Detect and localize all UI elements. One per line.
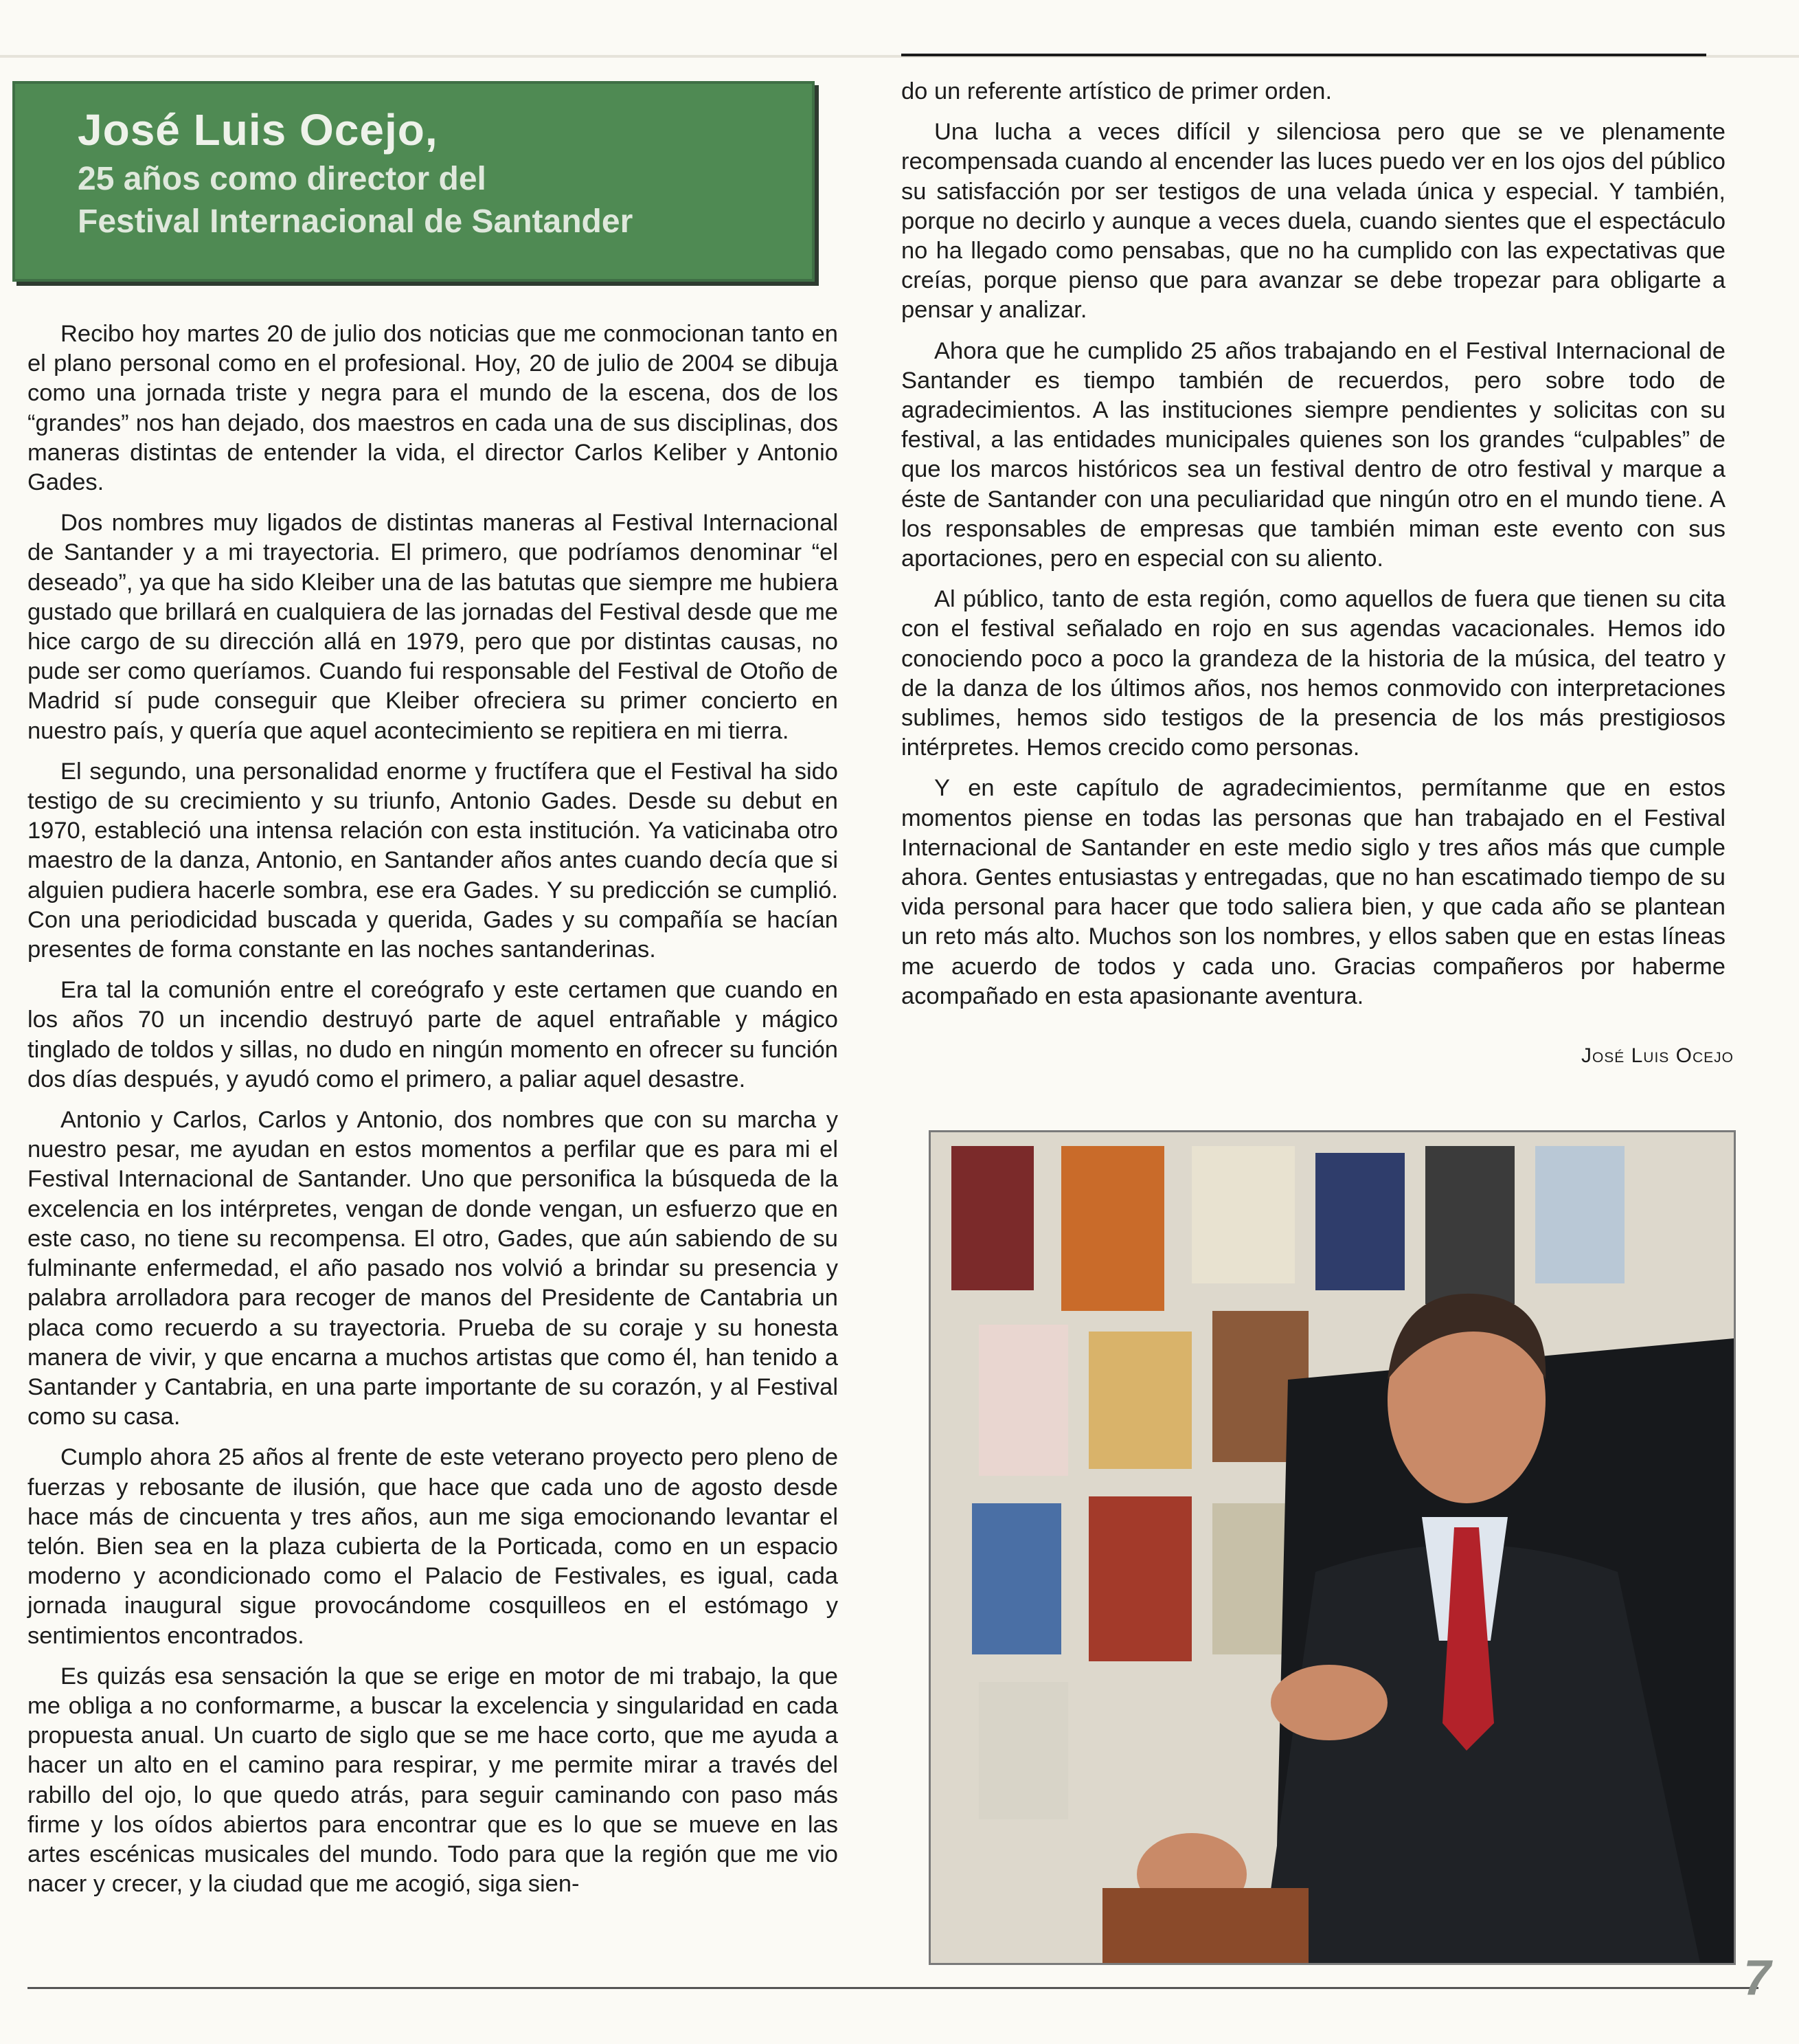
poster [1315,1153,1405,1290]
title-line-2: 25 años como director del [78,161,486,197]
paragraph: Dos nombres muy ligados de distintas maneras al Festival Internacional de Santander y a mi trayectoria. El primero, que podríamos denominar “el deseado”, ya que ha sido Kleiber una de las batutas que siempre me hubiera gustado que brillará en cualquiera de las jornadas del Festival desde que me hice cargo de su dirección allá en 1979, pero que por distintas causas, no pude ser como queríamos. Cuando fui responsable del Festival de Otoño de Madrid sí pude conseguir que Kleiber ofreciera su primer concierto en nuestro país, y quería que aquel acontecimiento se repitiera en mi tierra. [27,510,838,744]
title-box [12,81,815,282]
poster [1089,1332,1192,1469]
paragraph: Recibo hoy martes 20 de julio dos noticias que me conmocionan tanto en el plano personal como en el profesional. Hoy, 20 de julio de 2004 se dibuja como una jornada triste y negra para el mundo de la escena, dos de los “grandes” nos han dejado, dos maestros en cada una de sus disciplinas, dos maneras distintas de entender la vida, el director Carlos Keliber y Antonio Gades. [27,321,838,496]
left-column [27,319,838,1910]
column-top-rule [901,54,1706,56]
poster [1535,1146,1625,1283]
poster [979,1682,1068,1819]
poster [951,1146,1034,1290]
portrait-photo-illustration [931,1132,1734,1963]
poster [1425,1146,1515,1304]
paragraph: Ahora que he cumplido 25 años trabajando en el Festival Internacional de Santander es tiempo también de recuerdos, pero sobre todo de agradecimientos. A las instituciones siempre pendientes y solicitas con su festival, a las entidades municipales quienes son los grandes “culpables” de que los marcos históricos sea un festival dentro de otro festival y marque a éste de Santander con una peculiaridad que ningún otro en el mundo tiene. A los responsables de empresas que también miman este evento con sus aportaciones, pero en especial con su aliento. [901,337,1726,572]
right-column [901,77,1726,1022]
paragraph: Es quizás esa sensación la que se erige en motor de mi trabajo, la que me obliga a no conformarme, a buscar la excelencia y singularidad en cada propuesta anual. Un cuarto de siglo que se me hace corto, que me ayuda a hacer un alto en el camino para respirar, y me permite mirar a través del rabillo del ojo, lo que quedo atrás, para seguir caminando con paso más firme y los oídos abiertos para encontrar que es lo que se mueve en las artes escénicas musicales del mundo. Todo para que la región que me vio nacer y crecer, y la ciudad que me acogió, siga sien- [27,1663,838,1898]
poster [1061,1146,1164,1311]
poster [979,1325,1068,1476]
poster [972,1503,1061,1654]
paragraph: do un referente artístico de primer orden. [901,78,1333,104]
title-line-1: José Luis Ocejo, [78,105,438,155]
paragraph: Cumplo ahora 25 años al frente de este veterano proyecto pero pleno de fuerzas y rebosante de ilusión, que hace que cada uno de agosto desde hace más de cincuenta y tres años, aun me siga emocionando levantar el telón. Bien sea en la plaza cubierta de la Porticada, como en un espacio moderno y acondicionado como el Palacio de Festivales, es igual, cada jornada inaugural sigue provocándome cosquilleos en el estómago y sentimientos encontrados. [27,1444,838,1649]
signature: José Luis Ocejo [1581,1044,1734,1067]
page-number: 7 [1743,1951,1772,2006]
paragraph: El segundo, una personalidad enorme y fructífera que el Festival ha sido testigo de su crecimiento y su triunfo, Antonio Gades. Desde su debut en 1970, estableció una intensa relación con esta institución. Ya vaticinaba otro maestro de la danza, Antonio, en Santander años antes cuando decía que si alguien pudiera hacerle sombra, ese era Gades. Y su predicción se cumplió. Con una periodicidad buscada y querida, Gades y su compañía se hacían presentes de forma constante en las noches santanderinas. [27,758,838,963]
paragraph: Al público, tanto de esta región, como aquellos de fuera que tienen su cita con el festival señalado en rojo en sus agendas vacacionales. Hemos ido conociendo poco a poco la grandeza de la historia de la música, del teatro y de la danza de los últimos años, nos hemos conmovido con interpretaciones sublimes, hemos sido testigos de la presencia de los más prestigiosos intérpretes. Hemos crecido como personas. [901,586,1726,761]
portrait-photo [929,1130,1736,1965]
poster [1192,1146,1295,1283]
bottom-rule [27,1987,1758,1989]
poster [1089,1496,1192,1661]
paragraph: Y en este capítulo de agradecimientos, permítanme que en estos momentos piense en todas las personas que han trabajado en el Festival Internacional de Santander en este medio siglo y tres años más que cumple ahora. Gentes entusiastas y entregadas, que no han escatimado tiempo de su vida personal para hacer que todo saliera bien, y que cada año se plantean un reto más alto. Muchos son los nombres, y ellos saben que en estas líneas me acuerdo de todos y cada uno. Gracias compañeros por haberme acompañado en esta apasionante aventura. [901,775,1726,1009]
hand [1271,1665,1388,1740]
paragraph: Antonio y Carlos, Carlos y Antonio, dos nombres que con su marcha y nuestro pesar, me ayudan en estos momentos a perfilar que es para mi el Festival Internacional de Santander. Uno que personifica la búsqueda de la excelencia en los intérpretes, vengan de donde vengan, un esfuerzo que en este caso, no tiene su recompensa. El otro, Gades, que aún sabiendo de su fulminante enfermedad, el año pasado nos volvió a brindar su presencia y palabra arrolladora para recoger de manos del Presidente de Cantabria un placa como recuerdo a su trayectoria. Prueba de su coraje y su honesta manera de vivir, y que encarna a muchos artistas que como él, han tenido a Santander y Cantabria, en una parte importante de su corazón, y al Festival como su casa. [27,1107,838,1430]
paragraph: Era tal la comunión entre el coreógrafo y este certamen que cuando en los años 70 un incendio destruyó parte de aquel entrañable y mágico tinglado de toldos y sillas, no dudo en ningún momento en ofrecer su función dos días después, y ayudó como el primero, a paliar aquel desastre. [27,977,838,1092]
title-line-3: Festival Internacional de Santander [78,203,633,240]
paragraph: Una lucha a veces difícil y silenciosa pero que se ve plenamente recompensada cuando al encender las luces puedo ver en los ojos del público su satisfacción por ser testigos de una velada única y especial. Y también, porque no decirlo y aunque a veces duela, cuando sientes que el espectáculo no ha llegado como pensabas, que no ha cumplido con las expectativas que creías, porque pienso que para avanzar se debe tropezar para obligarte a pensar y analizar. [901,119,1726,324]
chair-arm [1102,1888,1309,1963]
